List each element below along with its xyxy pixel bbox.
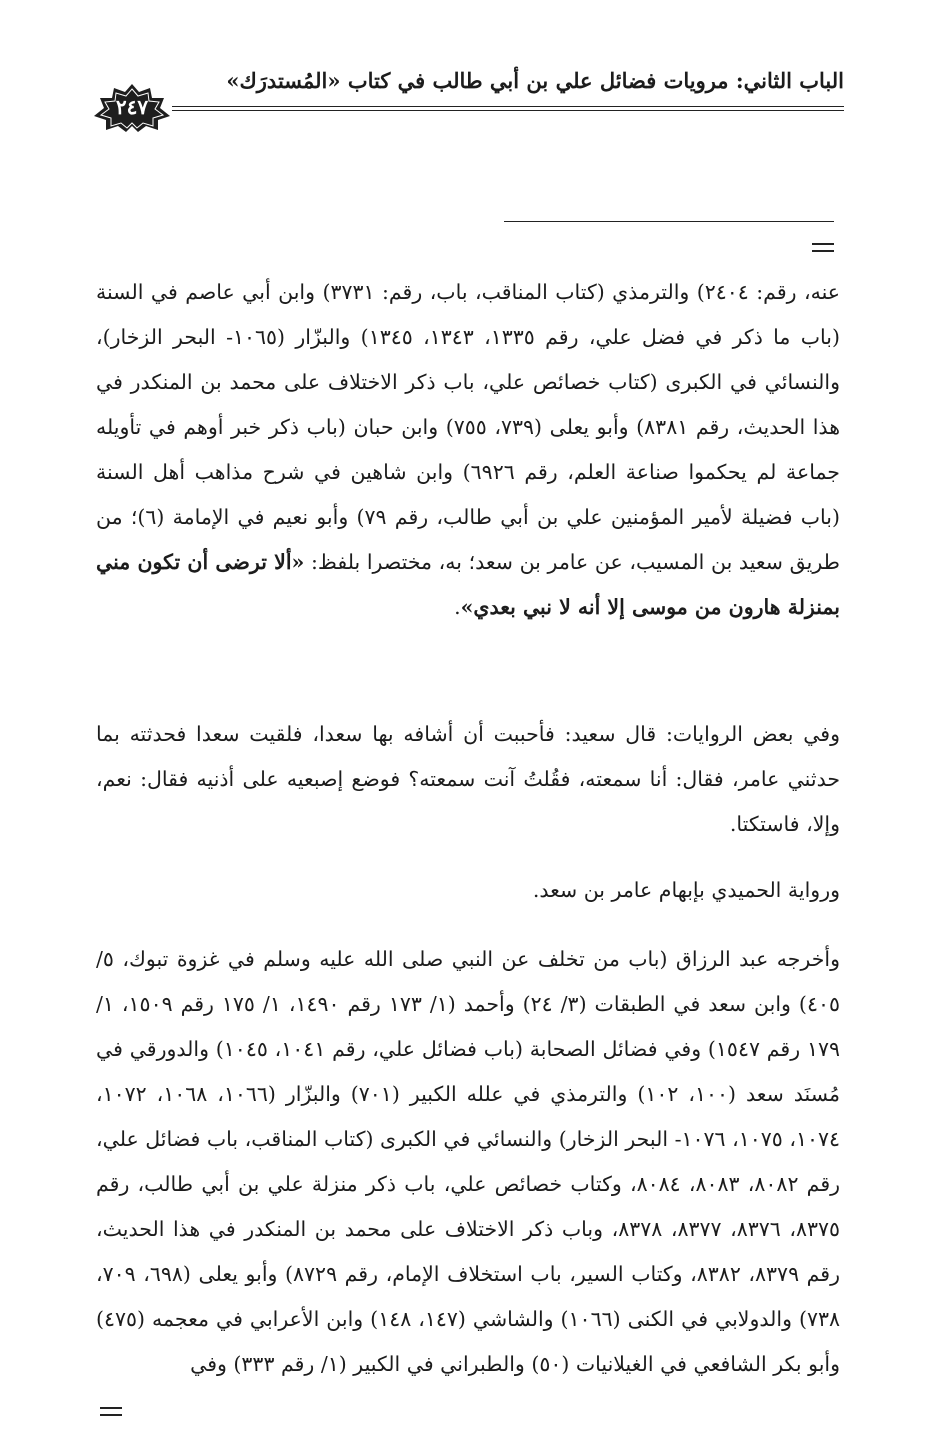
paragraph-end: .: [454, 595, 461, 619]
page-number: ٢٤٧: [115, 95, 149, 119]
footnote-paragraph-4: وأخرجه عبد الرزاق (باب من تخلف عن النبي صلى الله عليه وسلم في غزوة تبوك، ٥/ ٤٠٥) وابن سعد في الطبقات (٣/ ٢٤) وأحمد (١/ ١٧٣ رقم ١٤٩٠، ١/ ١٧٥ رقم ١٥٠٩، ١/ ١٧٩ رقم ١٥٤٧) وفي فضائل الصحابة (باب فضائل علي، رقم ١٠٤١، ١٠٤٥) والدورقي في مُسنَد سعد (١٠٠، ١٠٢) والترمذي في علله الكبير (٧٠١) والبزّار (١٠٦٦، ١٠٦٨، ١٠٧٢، ١٠٧٤، ١٠٧٥، ١٠٧٦- البحر الزخار) والنسائي في الكبرى (كتاب المناقب، باب فضائل علي، رقم ٨٠٨٢، ٨٠٨٣، ٨٠٨٤، وكتاب خصائص علي، باب ذكر منزلة علي بن أبي طالب، رقم ٨٣٧٥، ٨٣٧٦، ٨٣٧٧، ٨٣٧٨، وباب ذكر الاختلاف على محمد بن المنكدر في هذا الحديث، رقم ٨٣٧٩، ٨٣٨٢، وكتاب السير، باب استخلاف الإمام، رقم ٨٧٢٩) وأبو يعلى (٦٩٨، ٧٠٩، ٧٣٨) والدولابي في الكنى (١٠٦٦) والشاشي (١٤٧، ١٤٨) وابن الأعرابي في معجمه (٤٧٥) وأبو بكر الشافعي في الغيلانيات (٥٠) والطبراني في الكبير (١/ رقم ٣٣٣) وفي: [96, 947, 841, 1376]
continuation-mark-top: [812, 243, 834, 252]
header-rule-thin: [172, 110, 844, 111]
footnote-separator: [504, 221, 834, 222]
footnote-paragraph-1: [96, 270, 840, 630]
running-header-title: الباب الثاني: مرويات فضائل علي بن أبي طالب في كتاب «المُستدرَك»: [226, 68, 844, 93]
footnote-paragraph-2: وفي بعض الروايات: قال سعيد: فأحببت أن أشافه بها سعدا، فلقيت سعدا فحدثته بما حدثني عامر، فقال: أنا سمعته، فقُلتُ آنت سمعته؟ فوضع إصبعيه على أذنيه فقال: نعم، وإلا، فاستكتا.: [96, 722, 840, 836]
page-header: [92, 62, 844, 132]
footnote-text-1: عنه، رقم: ٢٤٠٤) والترمذي (كتاب المناقب، باب، رقم: ٣٧٣١) وابن أبي عاصم في السنة (باب ما ذكر في فضل علي، رقم ١٣٣٥، ١٣٤٣، ١٣٤٥) والبزّار (١٠٦٥- البحر الزخار)، والنسائي في الكبرى (كتاب خصائص علي، باب ذكر الاختلاف على محمد بن المنكدر في هذا الحديث، رقم ٨٣٨١) وأبو يعلى (٧٣٩، ٧٥٥) وابن حبان (باب ذكر خبر أوهم في تأويله جماعة لم يحكموا صناعة العلم، رقم ٦٩٢٦) وابن شاهين في شرح مذاهب أهل السنة (باب فضيلة لأمير المؤمنين علي بن أبي طالب، رقم ٧٩) وأبو نعيم في الإمامة (٦)؛ من طريق سعيد بن المسيب، عن عامر بن سعد؛ به، مختصرا بلفظ:: [96, 280, 841, 574]
header-rule: [172, 106, 844, 107]
hadith-quote: «ألا ترضى أن تكون مني بمنزلة هارون من موسى إلا أنه لا نبي بعدي»: [96, 550, 840, 619]
continuation-mark-bottom: [100, 1407, 122, 1416]
footnote-paragraph-3: ورواية الحميدي بإبهام عامر بن سعد.: [532, 878, 840, 902]
page-number-badge: [92, 84, 172, 132]
